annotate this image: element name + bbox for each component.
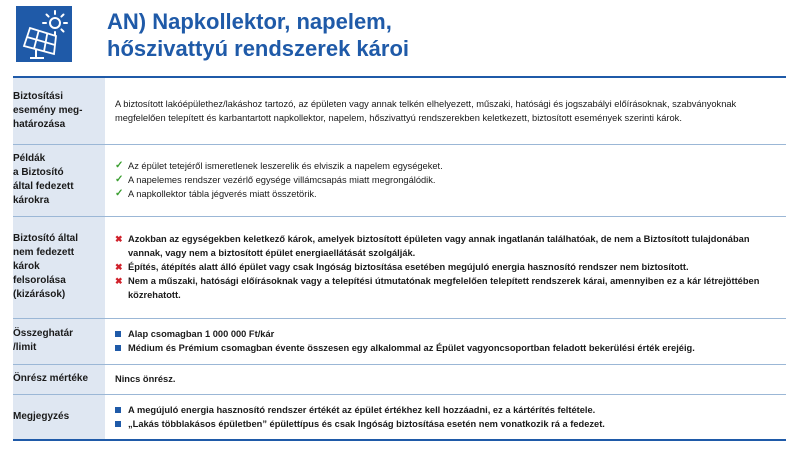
- list-item: Alap csomagban 1 000 000 Ft/kár: [115, 327, 786, 341]
- list-item: ✖ Építés, átépítés alatt álló épület vagy csak Ingóság biztosítása esetében megújuló energia hasznosító rendszer nem biztosított.: [115, 262, 689, 272]
- check-icon: ✓: [115, 174, 124, 185]
- square-bullet-icon: [115, 403, 125, 417]
- list-item: ✖ Nem a műszaki, hatósági előírásoknak vagy a telepítési útmutatónak megfelelően telepített rendszerek kárai, amennyiben ez a kár létrejöttében közrehatott.: [115, 276, 760, 300]
- event-description: A biztosított lakóépülethez/lakáshoz tartozó, az épületen vagy annak telkén elhelyezett, műszaki, hatósági és jogszabályi előírásoknak, szabványoknak megfelelően telepített és karbantartott napkollektor, napelem, hőszivattyú rendszerekben keletkezett, biztosított események szerinti károk.: [115, 98, 737, 123]
- row-label: Példák a Biztosító által fedezett károkra: [13, 144, 105, 216]
- deductible-value: Nincs önrész.: [115, 374, 176, 384]
- list-item: ✓ Az épület tetejéről ismeretlenek leszerelik és elviszik a napelem egységeket.: [115, 160, 443, 171]
- row-content: [115, 144, 786, 216]
- row-exclusions: [13, 216, 786, 318]
- row-covered-examples: [13, 144, 786, 216]
- row-insurance-event: [13, 77, 786, 144]
- cross-icon: ✖: [115, 234, 123, 244]
- row-note: [13, 394, 786, 440]
- row-label: Önrész mértéke: [13, 364, 105, 394]
- row-content: [115, 394, 786, 440]
- square-bullet-icon: [115, 327, 125, 341]
- title-line-2: hőszivattyú rendszerek károi: [107, 36, 410, 61]
- row-content: [115, 77, 786, 144]
- square-bullet-icon: [115, 341, 125, 355]
- list-item: „Lakás többlakásos épületben” épülettípus és csak Ingóság biztosítása esetén nem vonatkozik rá a fedezet.: [115, 417, 786, 431]
- list-item: A megújuló energia hasznosító rendszer értékét az épület értékhez kell hozzáadni, ez a kártérítés feltétele.: [115, 403, 786, 417]
- title-line-1: AN) Napkollektor, napelem,: [107, 9, 392, 34]
- check-icon: ✓: [115, 160, 124, 171]
- solar-panel-sun-icon: [16, 6, 72, 62]
- row-content: [115, 364, 786, 394]
- row-label: Összeghatár /limit: [13, 318, 105, 364]
- list-item: ✓ A napkollektor tábla jégverés miatt összetörik.: [115, 188, 317, 199]
- list-item: Médium és Prémium csomagban évente összesen egy alkalommal az Épület vagyoncsoportban feladott bekerülési érték erejéig.: [115, 341, 786, 355]
- row-label: Biztosító által nem fedezett károk felsorolása (kizárások): [13, 216, 105, 318]
- row-label: Biztosítási esemény meg- határozása: [13, 77, 105, 144]
- cross-icon: ✖: [115, 262, 123, 272]
- cross-icon: ✖: [115, 276, 123, 286]
- list-item: ✓ A napelemes rendszer vezérlő egysége villámcsapás miatt megrongálódik.: [115, 174, 436, 185]
- square-bullet-icon: [115, 417, 125, 431]
- row-content: [115, 216, 786, 318]
- row-limit: [13, 318, 786, 364]
- row-label: Megjegyzés: [13, 394, 105, 440]
- page-title: [107, 8, 707, 62]
- check-icon: ✓: [115, 188, 124, 199]
- list-item: ✖ Azokban az egységekben keletkező károk, amelyek biztosított épületen vagy annak ingatlanán találhatóak, de nem a Biztosított tulajdonában vannak, vagy nem a biztosított épület energiaellátását szolgálják.: [115, 234, 750, 258]
- row-content: [115, 318, 786, 364]
- coverage-table: [13, 76, 786, 441]
- row-deductible: [13, 364, 786, 394]
